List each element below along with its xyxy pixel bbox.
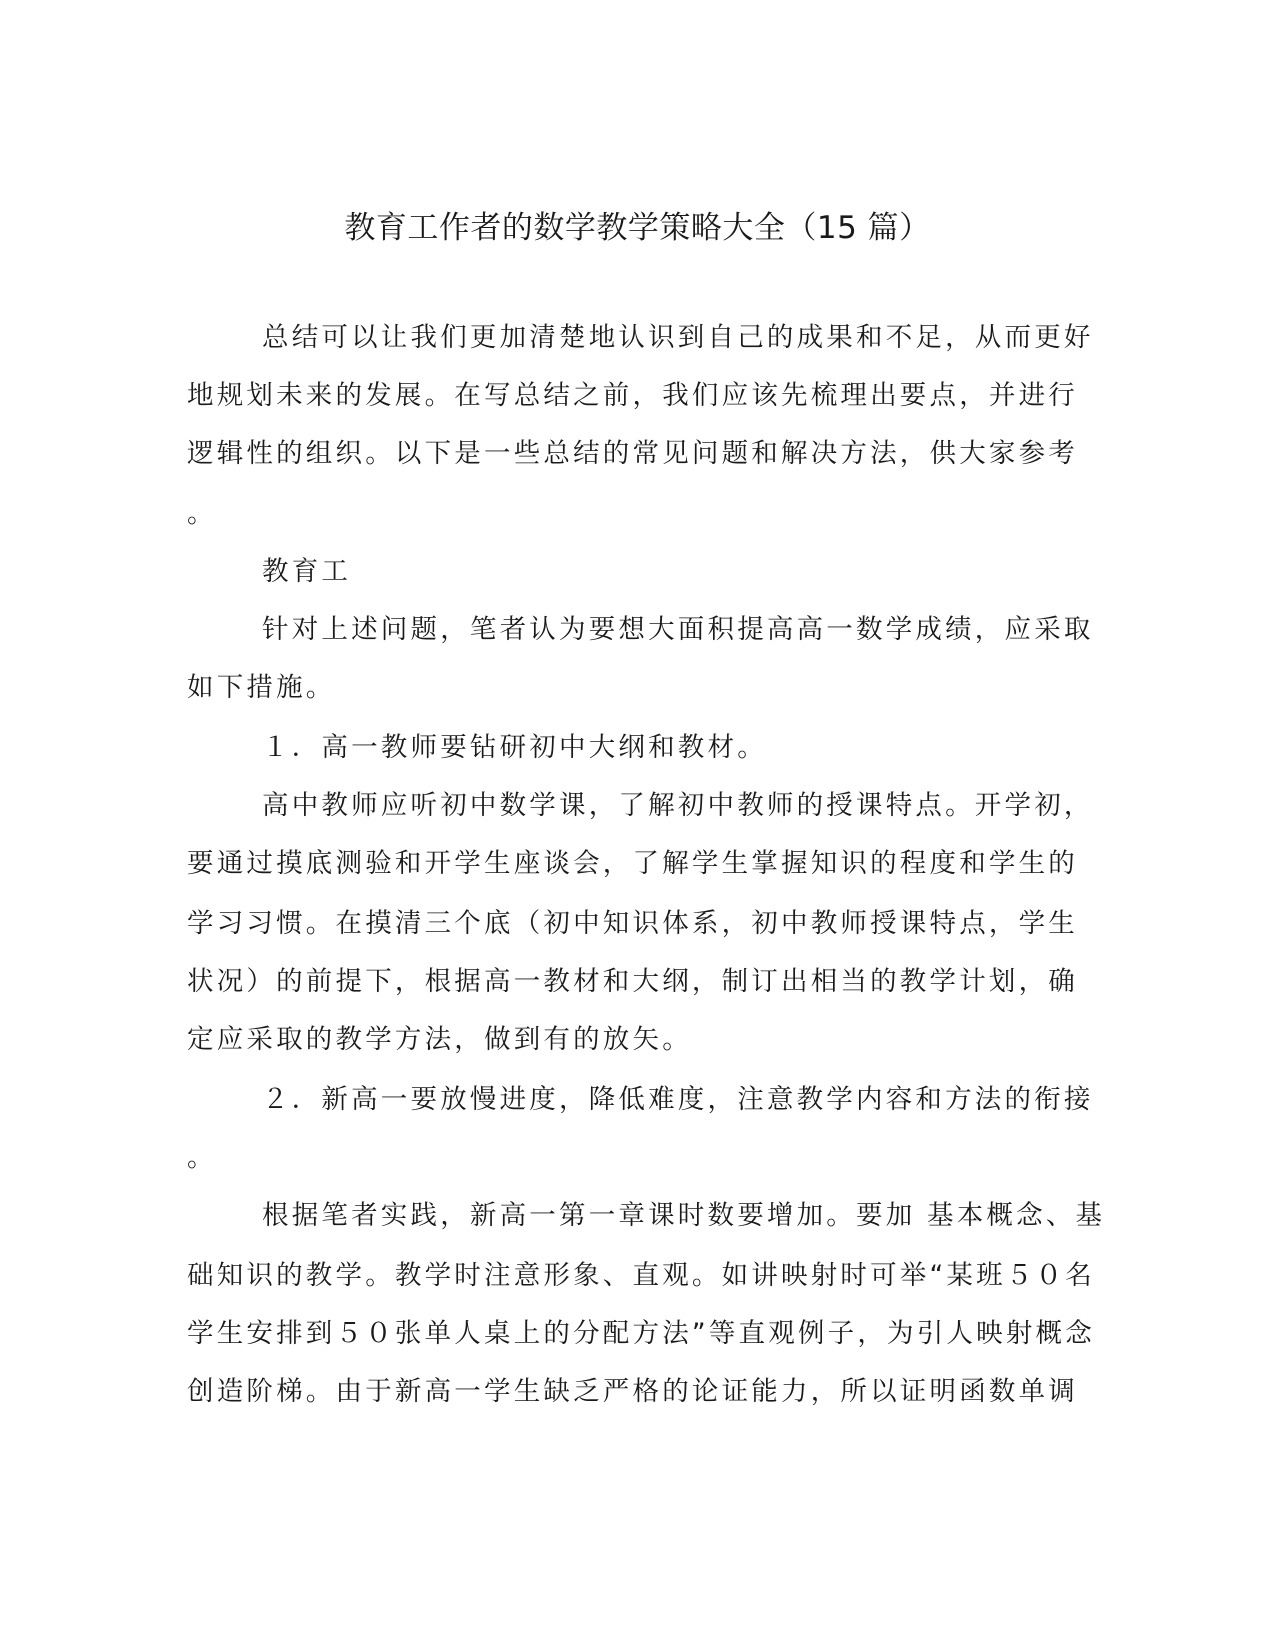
list-item-heading: ２．新高一要放慢进度，降低难度，注意教学内容和方法的衔接 [262, 1084, 1094, 1115]
paragraph-line: 针对上述问题，笔者认为要想大面积提高高一数学成绩，应采取 [262, 614, 1094, 645]
paragraph-line: 如下措施。 [187, 672, 336, 703]
paragraph-line: 学生安排到５０张单人桌上的分配方法”等直观例子，为引人映射概念 [187, 1318, 1095, 1349]
paragraph-line: 。 [187, 498, 217, 529]
paragraph-line: 逻辑性的组织。以下是一些总结的常见问题和解决方法，供大家参考 [187, 438, 1078, 469]
list-item-heading: １．高一教师要钻研初中大纲和教材。 [262, 732, 767, 763]
document-title: 教育工作者的数学教学策略大全（15 篇） [344, 210, 931, 246]
paragraph-line: 学习习惯。在摸清三个底（初中知识体系，初中教师授课特点，学生 [187, 908, 1078, 939]
paragraph-line: 础知识的教学。教学时注意形象、直观。如讲映射时可举“某班５０名 [187, 1260, 1095, 1291]
paragraph-line: 状况）的前提下，根据高一教材和大纲，制订出相当的教学计划，确 [187, 966, 1078, 997]
paragraph-line: 定应采取的教学方法，做到有的放矢。 [187, 1024, 692, 1055]
paragraph-line: 要通过摸底测验和开学生座谈会，了解学生掌握知识的程度和学生的 [187, 848, 1078, 879]
paragraph-line: 地规划未来的发展。在写总结之前，我们应该先梳理出要点，并进行 [187, 380, 1078, 411]
paragraph-line: 教育工 [262, 556, 352, 587]
paragraph-line: 总结可以让我们更加清楚地认识到自己的成果和不足，从而更好 [262, 322, 1094, 353]
paragraph-line: 。 [187, 1142, 217, 1173]
paragraph-line: 根据笔者实践，新高一第一章课时数要增加。要加 基本概念、基 [262, 1200, 1106, 1231]
paragraph-line: 创造阶梯。由于新高一学生缺乏严格的论证能力，所以证明函数单调 [187, 1376, 1078, 1407]
paragraph-line: 高中教师应听初中数学课，了解初中教师的授课特点。开学初， [262, 790, 1094, 821]
